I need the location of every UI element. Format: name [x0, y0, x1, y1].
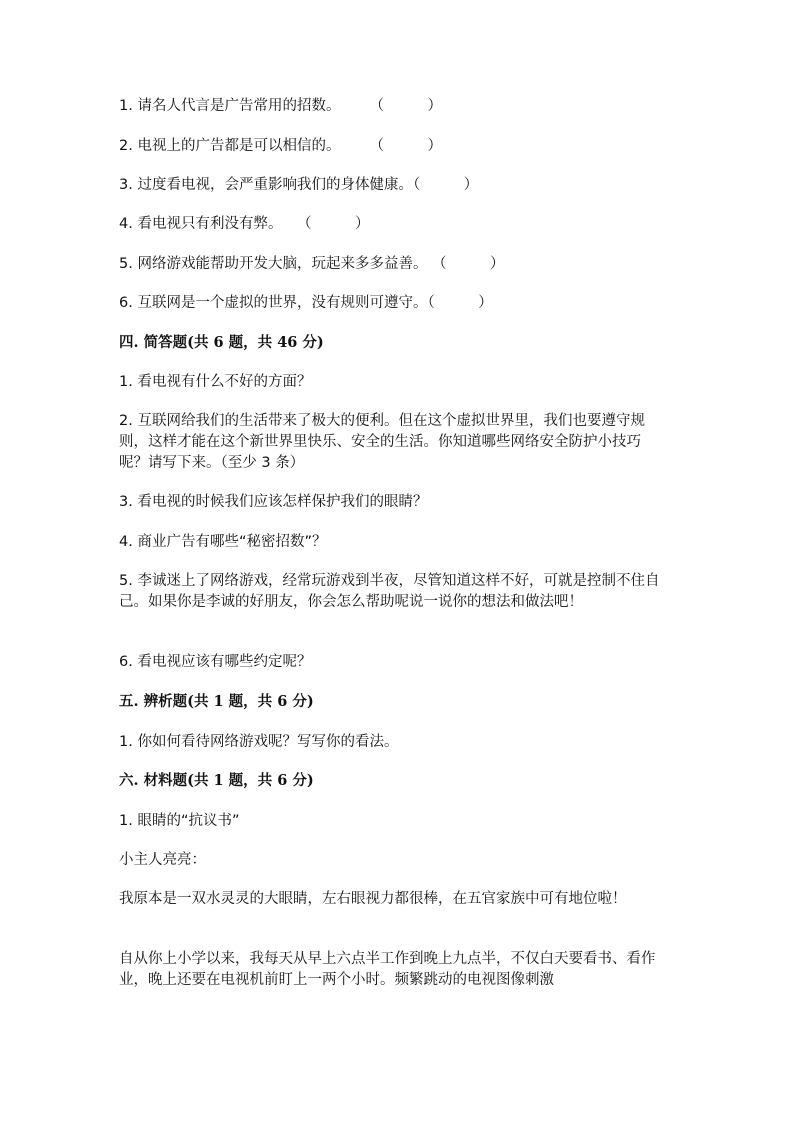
section-heading-material: 六. 材料题(共 1 题，共 6 分) [119, 772, 314, 789]
question-item: 6. 看电视应该有哪些约定呢？ [119, 654, 312, 670]
section-heading-short-answer: 四. 简答题(共 6 题，共 46 分) [119, 334, 324, 351]
judgment-item: 4. 看电视只有利没有弊。 （ ） [119, 216, 370, 232]
question-item: 1. 看电视有什么不好的方面？ [119, 374, 312, 390]
judgment-item: 3. 过度看电视，会严重影响我们的身体健康。（ ） [119, 177, 479, 193]
material-paragraph: 我原本是一双水灵灵的大眼睛，左右眼视力都很棒，在五官家族中可有地位啦！ [119, 891, 627, 907]
judgment-item: 1. 请名人代言是广告常用的招数。 （ ） [119, 98, 442, 114]
judgment-item: 2. 电视上的广告都是可以相信的。 （ ） [119, 138, 442, 154]
material-paragraph: 自从你上小学以来，我每天从早上六点半工作到晚上九点半，不仅白天要看书、看作业，晚上还要在电视机前盯上一两个小时。频繁跳动的电视图像刺激 [119, 951, 656, 988]
judgment-item: 6. 互联网是一个虚拟的世界，没有规则可遵守。（ ） [119, 295, 493, 311]
section-heading-analysis: 五. 辨析题(共 1 题，共 6 分) [119, 693, 314, 710]
question-item: 5. 李诚迷上了网络游戏，经常玩游戏到半夜，尽管知道这样不好，可就是控制不住自己。如果你是李诚的好朋友，你会怎么帮助呢说一说你的想法和做法吧！ [119, 573, 660, 610]
judgment-item: 5. 网络游戏能帮助开发大脑，玩起来多多益善。 （ ） [119, 256, 505, 272]
question-item: 4. 商业广告有哪些“秘密招数”？ [119, 534, 327, 550]
question-item: 3. 看电视的时候我们应该怎样保护我们的眼睛？ [119, 494, 428, 510]
material-salutation: 小主人亮亮： [119, 852, 206, 868]
question-item: 1. 眼睛的“抗议书” [119, 813, 240, 829]
question-item: 1. 你如何看待网络游戏呢？写写你的看法。 [119, 734, 399, 750]
question-item: 2. 互联网给我们的生活带来了极大的便利。但在这个虚拟世界里，我们也要遵守规则，这样才能在这个新世界里快乐、安全的生活。你知道哪些网络安全防护小技巧呢？请写下来。（至少 3 条） [119, 413, 645, 471]
